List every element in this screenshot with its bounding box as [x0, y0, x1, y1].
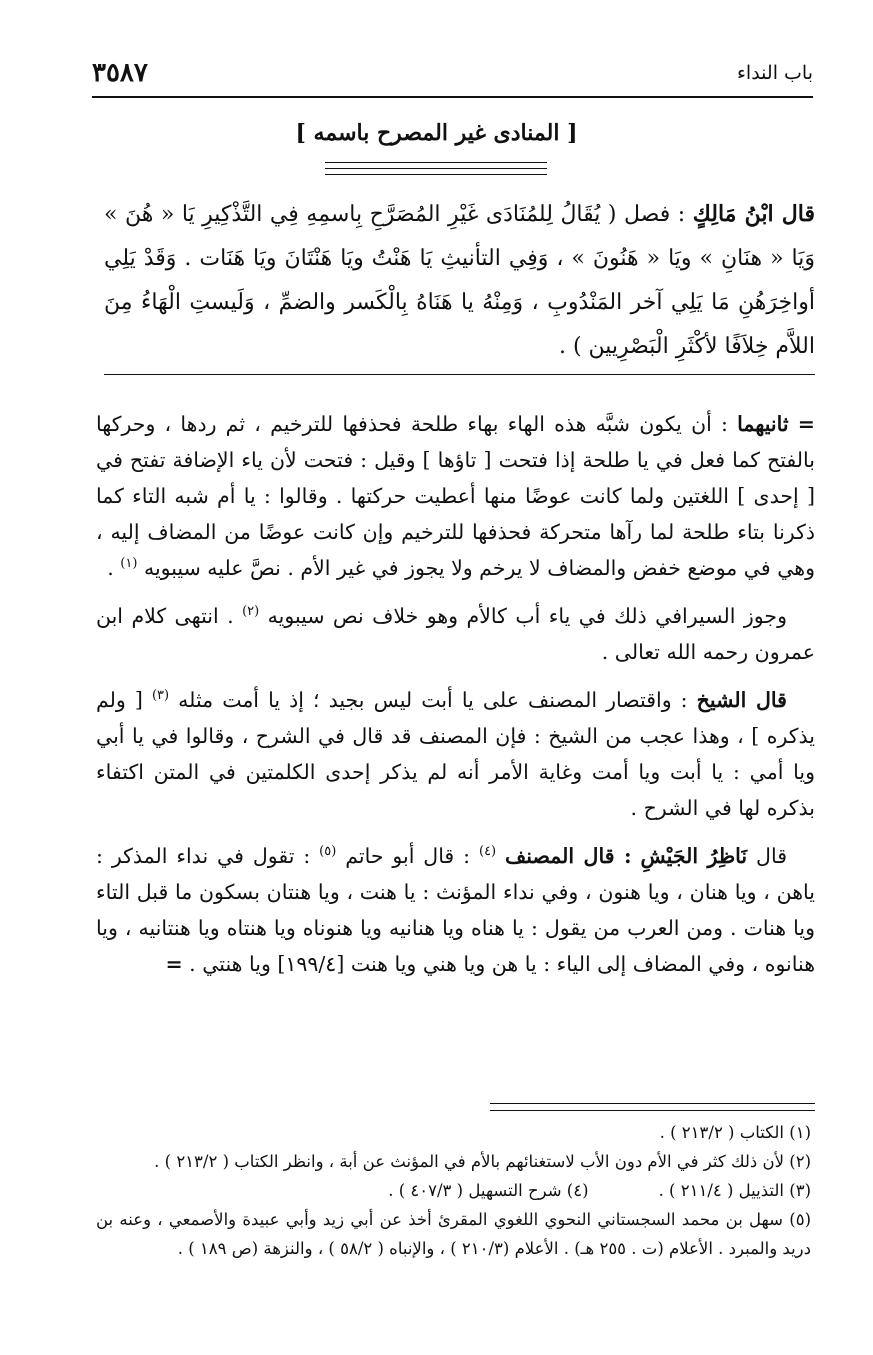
paragraph-end: .	[107, 556, 114, 580]
footnote: (٤) شرح التسهيل ( ٤٠٧/٣ ) .	[388, 1181, 589, 1200]
header-rule	[92, 96, 813, 98]
title-underline	[325, 168, 547, 169]
paragraph-text: وجوز السيرافي ذلك في ياء أب كالأم وهو خلاف نص سيبويه	[267, 604, 787, 628]
commentary	[96, 406, 815, 994]
footnote-ref[interactable]: (٣)	[151, 688, 170, 704]
footnote-rule	[490, 1103, 815, 1104]
continuation-mark: =	[797, 412, 815, 436]
footnote: (٣) التذييل ( ٢١١/٤ ) .	[658, 1181, 811, 1200]
paragraph	[96, 682, 815, 826]
paragraph-pre: قال	[756, 844, 787, 868]
paragraph	[96, 406, 815, 586]
chapter-title: باب النداء	[737, 62, 813, 84]
matn-rule	[104, 374, 815, 375]
footnote-ref[interactable]: (٢)	[242, 604, 260, 620]
paragraph-end: . انتهى كلام ابن عمرون رحمه الله تعالى .	[96, 604, 815, 664]
paragraph-lead: ثانيهما	[737, 412, 789, 436]
footnote-ref[interactable]: (١)	[120, 556, 138, 572]
paragraph	[96, 838, 815, 982]
paragraph-lead: قال الشيخ	[696, 688, 787, 712]
matn-speaker: قال ابْنُ مَالِكٍ	[692, 201, 816, 227]
footnotes	[96, 1118, 811, 1263]
matn-text	[104, 192, 815, 369]
matn-body: : فصل ( يُقَالُ لِلمُنَادَى غَيْرِ المُصَرَّحِ بِاسمِهِ فِي التَّذْكِيرِ يَا « هُنَ » وَيَا « هنَانِ » ويَا « هَنُونَ » ، وَفِي التأنيثِ يَا هَنْتُ ويَا هَنْتَانَ ويَا هَنَات . وَقَدْ يَلِي أواخِرَهُنِ مَا يَلِي آخر المَنْدُوبِ ، وَمِنْهُ يا هَنَاهُ بِالْكَسر والضمِّ ، وَلَيستِ الْهَاءُ مِنَ اللاَّم خِلاَفًا لأكْثَرِ الْبَصْرِيين ) .	[104, 202, 815, 359]
paragraph	[96, 598, 815, 670]
title-underline	[325, 162, 547, 163]
paragraph-lead: : قال المصنف	[505, 844, 632, 868]
title-underline	[325, 174, 547, 175]
footnote-ref[interactable]: (٥)	[319, 844, 337, 860]
continuation-mark: =	[165, 952, 183, 976]
paragraph-mid: : قال أبو حاتم	[345, 844, 471, 868]
paragraph-end: [ ولم يذكره ] ، وهذا عجب من الشيخ : فإن المصنف قد قال في الشرح ، وقالوا في يا أبي ويا أمي : يا أبت ويا أمت وغاية الأمر أنه لم يذكر إحدى الكلمتين في المتن اكتفاء بذكره لها في الشرح .	[96, 688, 815, 820]
section-title: [ المنادى غير المصرح باسمه ]	[295, 120, 578, 146]
footnote-rule	[490, 1110, 815, 1111]
footnote-row	[96, 1176, 811, 1205]
page-header	[92, 58, 813, 92]
paragraph-text: : واقتصار المصنف على يا أبت ليس بجيد ؛ إذ يا أمت مثله	[178, 688, 688, 712]
paragraph-text: : تقول في نداء المذكر : ياهن ، ويا هنان ، ويا هنون ، وفي نداء المؤنث : يا هنت ، ويا هنتان بسكون ما قبل التاء ويا هنات . ومن العرب من يقول : يا هناه ويا هنانيه ويا هنوناه ويا هنتاه ويا هنتانيه ، ويا هنانوه ، وفي المضاف إلى الياء : يا هن ويا هني ويا هنت [١٩٩/٤] ويا هنتي .	[96, 844, 815, 976]
footnote: (٢) لأن ذلك كثر في الأم دون الأب لاستغنائهم بالأم في المؤنث عن أبة ، وانظر الكتاب ( ٢١٣/٢ ) .	[154, 1152, 811, 1171]
author-name: نَاظِرُ الجَيْشِ	[640, 844, 748, 868]
footnote: (٥) سهل بن محمد السجستاني النحوي اللغوي المقرئ أخذ عن أبي زيد وأبي عبيدة والأصمعي ، وعنه بن دريد والمبرد . الأعلام (ت . ٢٥٥ هـ) . الأعلام (٢١٠/٣ ) ، والإنباه ( ٥٨/٢ ) ، والنزهة (ص ١٨٩ ) .	[96, 1210, 811, 1258]
paragraph-text: : أن يكون شبَّه هذه الهاء بهاء طلحة فحذفها للترخيم ، ثم ردها ، وحركها بالفتح كما فعل في يا طلحة إذا فتحت [ تاؤها ] وقيل : فتحت لأن ياء الإضافة تفتح في [ إحدى ] اللغتين ولما كانت عوضًا منها أعطيت حركتها . وقالوا : يا أم شبه التاء كما ذكرنا بتاء طلحة لما رآها متحركة فحذفها للترخيم وإن كانت عوضًا من المضاف إليه ، وهي في موضع خفض والمضاف لا يرخم ولا يجوز في غير الأم . نصَّ عليه سيبويه	[96, 412, 815, 580]
footnote-ref[interactable]: (٤)	[478, 844, 497, 860]
footnote: (١) الكتاب ( ٢١٣/٢ ) .	[659, 1123, 811, 1142]
page-number: ٣٥٨٧	[92, 58, 148, 88]
